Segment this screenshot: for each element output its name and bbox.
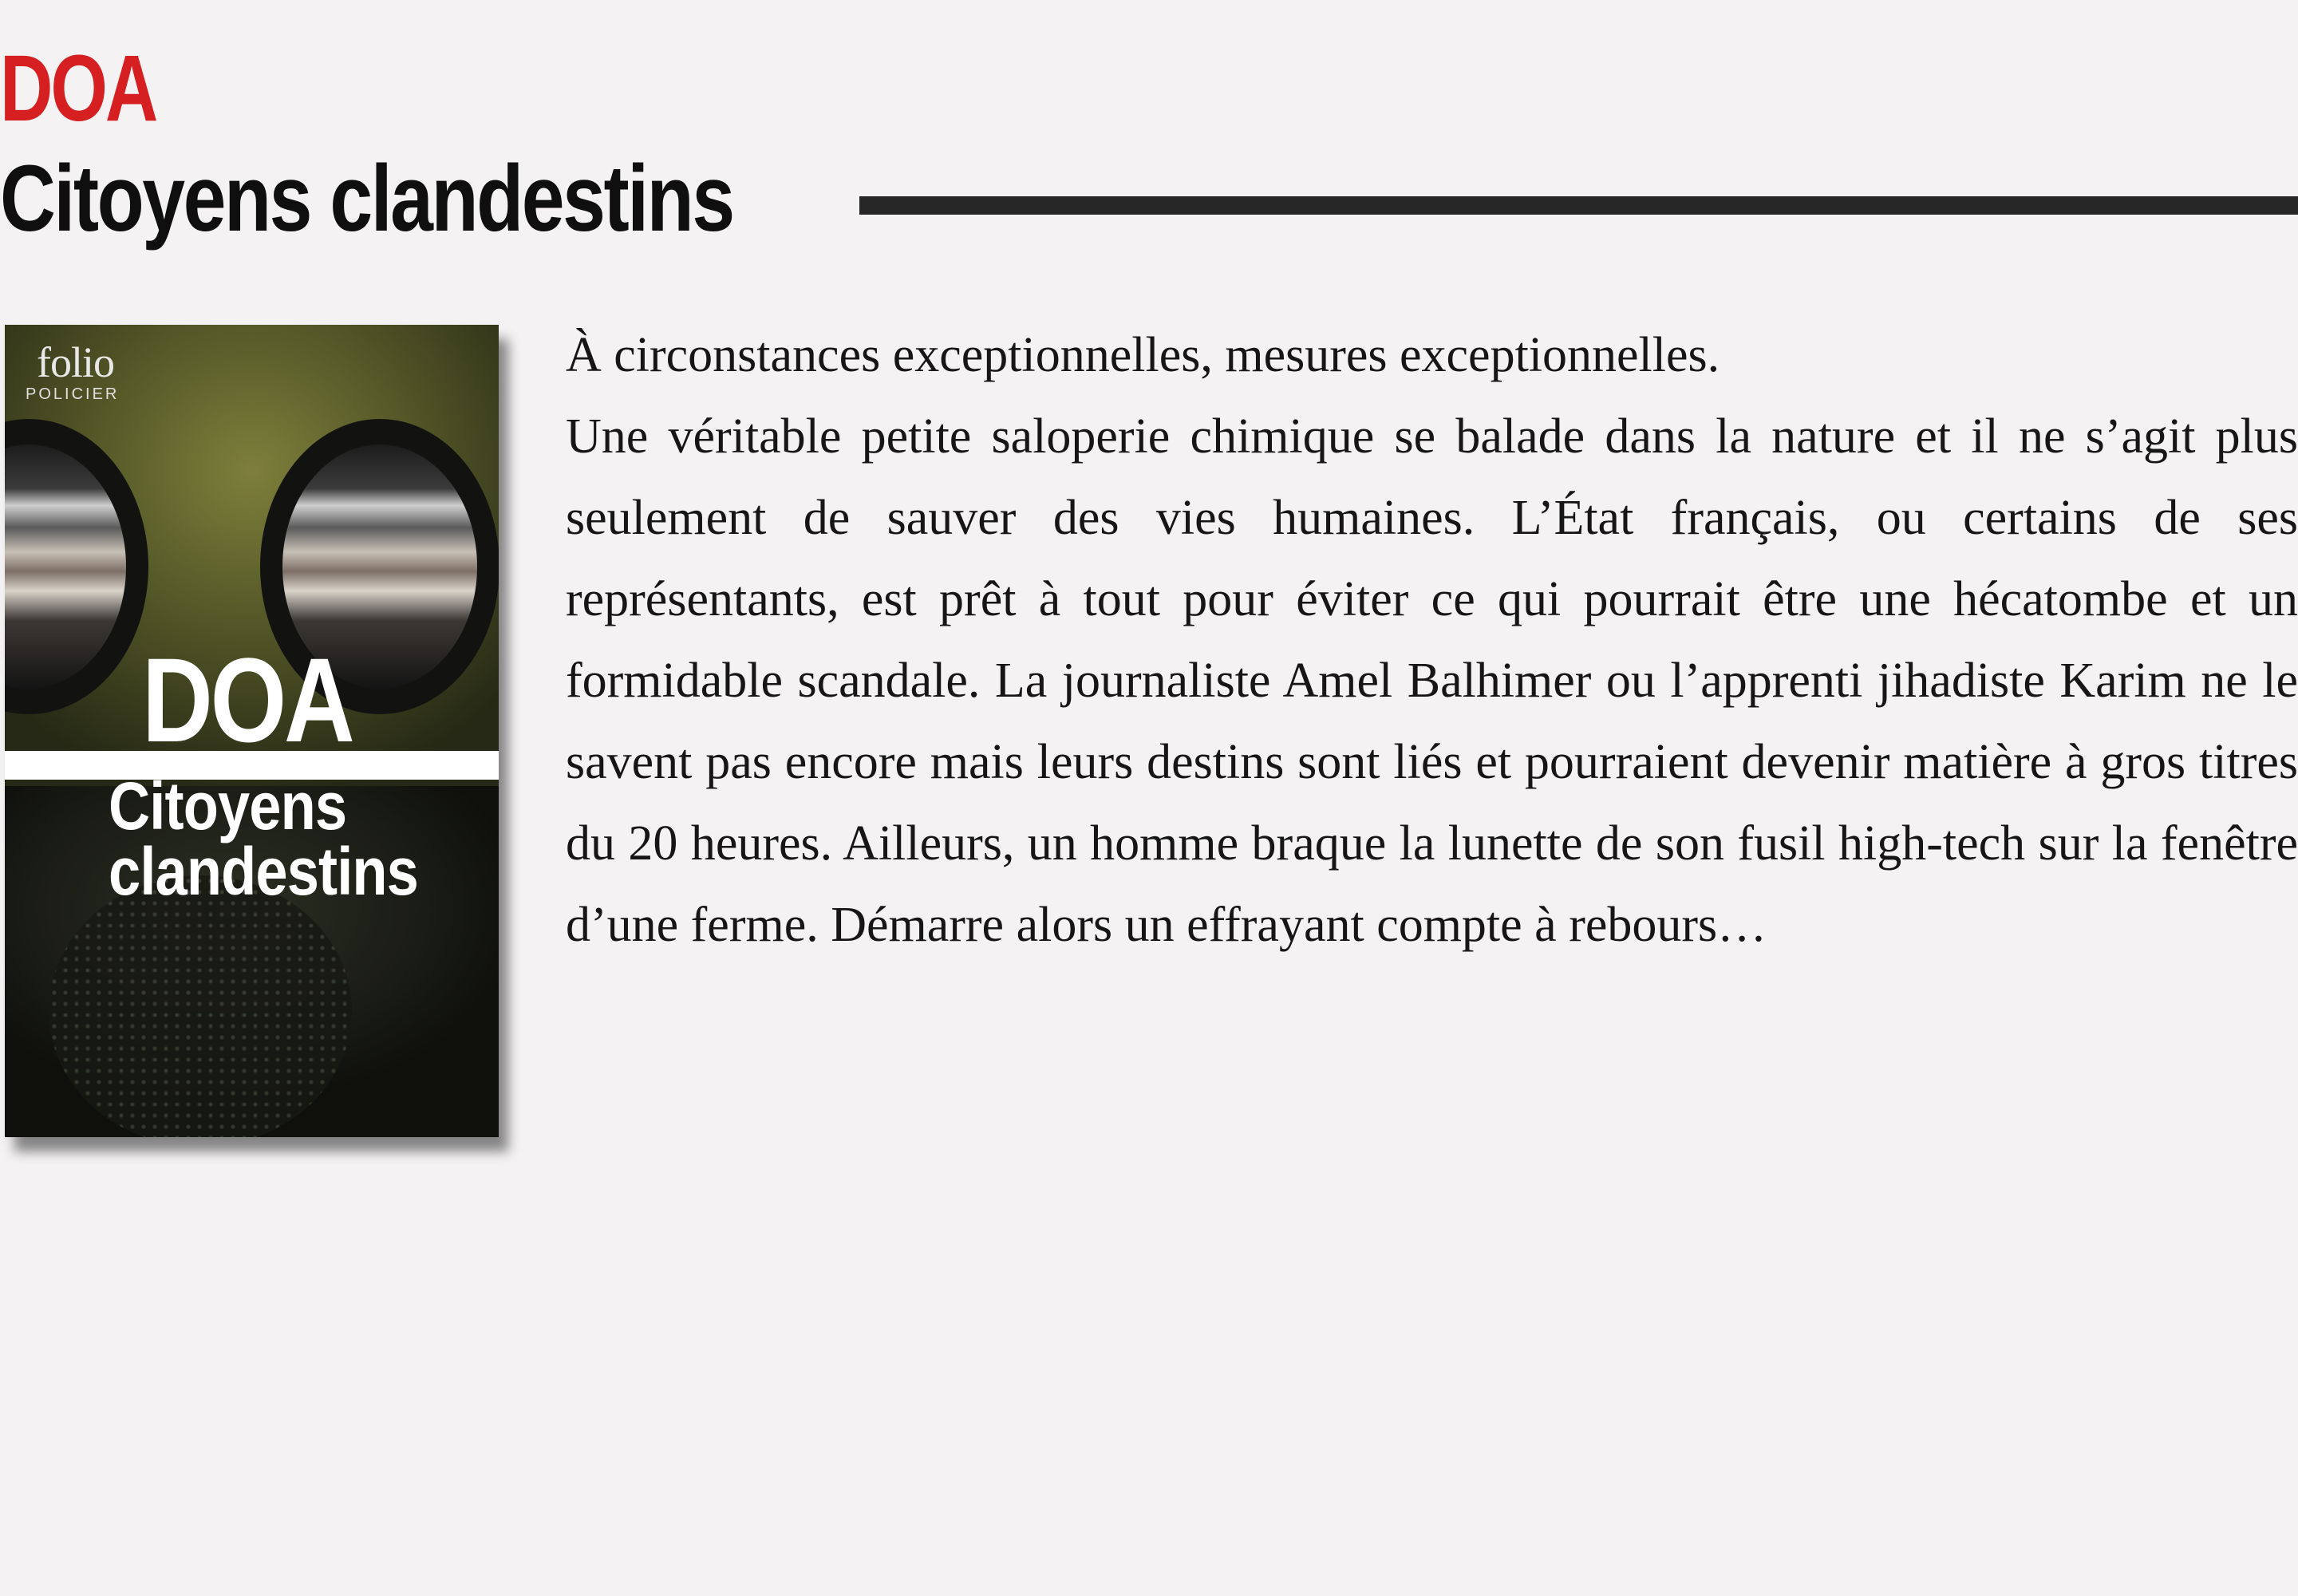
book-cover [5,325,499,1137]
cover-mask-filter [49,875,352,1137]
publisher-logo: folio [37,338,114,386]
book-summary [566,314,2298,966]
summary-body: Une véritable petite saloperie chimique se balade dans la nature et il ne s’agit plus seulement de sauver des vies humaines. L’État français, ou certains de ses représentants, est prêt à tout pour éviter ce qui pourrait être une hécatombe et un formidable scandale. La journaliste Amel Balhimer ou l’apprenti jihadiste Karim ne le savent pas encore mais leurs destins sont liés et pourraient devenir matière à gros titres du 20 heures. Ailleurs, un homme braque la lunette de son fusil high-tech sur la fenêtre d’une ferme. Démarre alors un effrayant compte à rebours… [566,409,2298,952]
publisher-series: POLICIER [26,385,120,403]
title-divider [859,196,2298,215]
cover-title: Citoyens clandestins [109,768,419,909]
cover-goggle-left [5,419,148,714]
summary-lead: À circonstances exceptionnelles, mesures exceptionnelles. [566,328,1720,382]
author-name: DOA [0,36,156,141]
cover-author: DOA [142,633,353,767]
book-title: Citoyens clandestins [0,146,733,251]
